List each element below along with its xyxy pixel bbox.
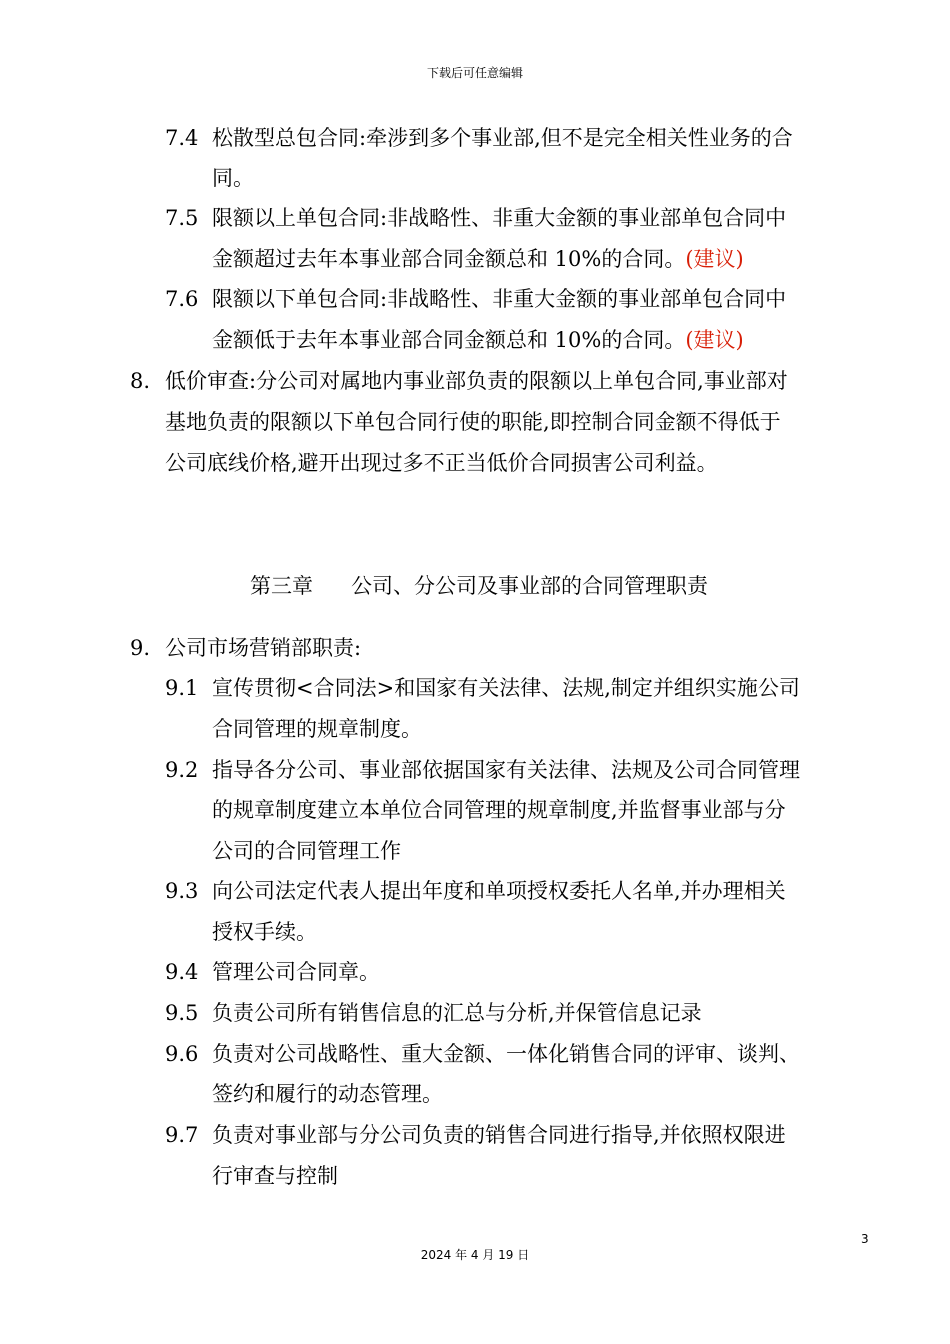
item-7-4-line-2: 同。: [212, 166, 254, 190]
item-8-line-3: 公司底线价格,避开出现过多不正当低价合同损害公司利益。: [165, 451, 718, 475]
section-title: 公司市场营销部职责:: [165, 636, 362, 660]
item-7-6-line-1: [165, 284, 786, 314]
suggestion-note: (建议): [685, 247, 744, 271]
item-9-1-line-1: [165, 673, 800, 703]
page-number: 3: [861, 1232, 869, 1246]
item-number: 9.1: [165, 676, 199, 700]
item-number: 9.2: [165, 758, 199, 782]
item-7-5-line-2: [212, 244, 744, 274]
chapter-title: 公司、分公司及事业部的合同管理职责: [351, 574, 708, 598]
item-9-2-line-1: [165, 755, 800, 785]
item-9-7-line-2: 行审查与控制: [212, 1164, 338, 1188]
item-text: 松散型总包合同:牵涉到多个事业部,但不是完全相关性业务的合: [212, 126, 793, 150]
suggestion-note: (建议): [685, 328, 744, 352]
item-number: 9.4: [165, 960, 199, 984]
footer-date: 2024 年 4 月 19 日: [420, 1248, 530, 1262]
item-9-3-line-1: [165, 876, 786, 906]
item-text: 限额以上单包合同:非战略性、非重大金额的事业部单包合同中: [212, 206, 787, 230]
item-9-5-line-1: [165, 998, 702, 1028]
item-text: 限额以下单包合同:非战略性、非重大金额的事业部单包合同中: [212, 287, 787, 311]
item-number: 7.5: [165, 206, 199, 230]
item-9-7-line-1: [165, 1120, 786, 1150]
item-text: 金额超过去年本事业部合同金额总和 10%的合同。: [212, 247, 686, 271]
section-9-title-line: [130, 633, 361, 663]
item-number: 9.3: [165, 879, 199, 903]
item-8-line-2: 基地负责的限额以下单包合同行使的职能,即控制合同金额不得低于: [165, 410, 781, 434]
item-number: 9.7: [165, 1123, 199, 1147]
item-number: 8.: [130, 369, 151, 393]
item-9-1-line-2: 合同管理的规章制度。: [212, 717, 422, 741]
item-9-2-line-3: 公司的合同管理工作: [212, 839, 401, 863]
item-text: 向公司法定代表人提出年度和单项授权委托人名单,并办理相关: [212, 879, 786, 903]
item-9-6-line-1: [165, 1039, 800, 1069]
item-text: 宣传贯彻<合同法>和国家有关法律、法规,制定并组织实施公司: [212, 676, 800, 700]
item-number: 9.5: [165, 1001, 199, 1025]
item-9-4-line-1: [165, 957, 380, 987]
item-text: 负责对事业部与分公司负责的销售合同进行指导,并依照权限进: [212, 1123, 786, 1147]
item-7-5-line-1: [165, 203, 786, 233]
item-text: 低价审查:分公司对属地内事业部负责的限额以上单包合同,事业部对: [165, 369, 788, 393]
item-number: 7.6: [165, 287, 199, 311]
item-number: 7.4: [165, 126, 199, 150]
section-number: 9.: [130, 636, 151, 660]
item-8-line-1: [130, 366, 788, 396]
item-7-4-line-1: [165, 123, 793, 153]
item-9-3-line-2: 授权手续。: [212, 920, 317, 944]
item-text: 负责对公司战略性、重大金额、一体化销售合同的评审、谈判、: [212, 1042, 800, 1066]
item-text: 金额低于去年本事业部合同金额总和 10%的合同。: [212, 328, 686, 352]
item-9-6-line-2: 签约和履行的动态管理。: [212, 1082, 443, 1106]
item-7-6-line-2: [212, 325, 744, 355]
chapter-number: 第三章: [250, 574, 313, 598]
item-9-2-line-2: 的规章制度建立本单位合同管理的规章制度,并监督事业部与分: [212, 798, 786, 822]
chapter-heading: [250, 571, 708, 601]
item-text: 负责公司所有销售信息的汇总与分析,并保管信息记录: [212, 1001, 702, 1025]
page-header: 下载后可任意编辑: [426, 66, 523, 80]
item-text: 管理公司合同章。: [212, 960, 380, 984]
item-text: 指导各分公司、事业部依据国家有关法律、法规及公司合同管理: [212, 758, 800, 782]
item-number: 9.6: [165, 1042, 199, 1066]
